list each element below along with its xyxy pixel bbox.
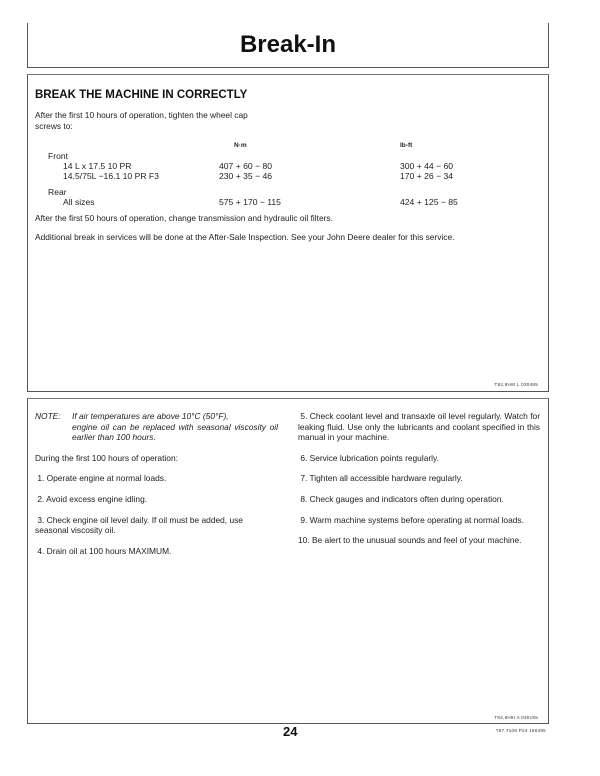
column-header-nm: N·m <box>234 142 247 149</box>
list-item: 9. Warm machine systems before operating at normal loads. <box>298 514 524 525</box>
list-item: 7. Tighten all accessible hardware regularly. <box>298 473 463 484</box>
size-cell: 14 L x 17.5 10 PR <box>63 161 132 171</box>
nm-cell: 407 + 60 − 80 <box>219 161 273 171</box>
intro-text: After the first 10 hours of operation, tighten the wheel cap screws to: <box>35 110 248 131</box>
size-cell: 14.5/75L −16.1 10 PR F3 <box>63 171 159 181</box>
during-intro: During the first 100 hours of operation: <box>35 452 178 463</box>
size-cell: All sizes <box>63 197 95 207</box>
list-item: 10. Be alert to the unusual sounds and feel of your machine. <box>298 535 522 546</box>
page-number: 24 <box>283 724 298 739</box>
list-item: 8. Check gauges and indicators often during operation. <box>298 493 504 504</box>
list-item: 3. Check engine oil level daily. If oil must be added, use seasonal viscosity oil. <box>35 514 246 536</box>
first-100-hours-section <box>27 398 549 724</box>
page-title: Break-In <box>239 31 337 58</box>
reference-code: T82,8H8I L 030485 <box>494 382 538 387</box>
footer-code: T87,7108 P24 180485 <box>495 728 546 733</box>
group-label-front: Front <box>48 151 69 161</box>
list-item: 4. Drain oil at 100 hours MAXIMUM. <box>35 545 172 556</box>
note-first-line: If air temperatures are above 10°C (50°F), <box>72 411 229 421</box>
reference-code: T82,8H8I A 030185 <box>494 715 538 720</box>
nm-cell: 230 + 35 − 46 <box>219 171 273 181</box>
column-header-lbft: lb-ft <box>400 142 413 149</box>
note <box>35 411 278 443</box>
right-column <box>298 411 543 556</box>
group-label-rear: Rear <box>48 187 67 197</box>
nm-cell: 575 + 170 − 115 <box>219 197 281 207</box>
after-50-hours-text: After the first 50 hours of operation, change transmission and hydraulic oil filters. <box>35 213 333 223</box>
list-item: 5. Check coolant level and transaxle oil level regularly. Watch for leaking fluid. Use only the lubricants and coolant specified in this manual in your machine. <box>298 411 543 443</box>
lbft-cell: 170 + 26 − 34 <box>400 171 454 181</box>
additional-services-text: Additional break in services will be done at the After-Sale Inspection. See your John Deere dealer for this service. <box>35 232 455 242</box>
break-in-section <box>27 74 549 392</box>
list-item: 2. Avoid excess engine idling. <box>35 493 148 504</box>
list-item: 1. Operate engine at normal loads. <box>35 473 167 484</box>
list-item: 6. Service lubrication points regularly. <box>298 452 439 463</box>
note-label: NOTE: <box>35 411 61 421</box>
section-heading: BREAK THE MACHINE IN CORRECTLY <box>35 89 248 101</box>
title-box <box>27 23 549 68</box>
lbft-cell: 424 + 125 − 85 <box>400 197 458 207</box>
note-rest: engine oil can be replaced with seasonal viscosity oil earlier than 100 hours. <box>72 421 278 443</box>
left-column <box>35 411 278 566</box>
lbft-cell: 300 + 44 − 60 <box>400 161 454 171</box>
